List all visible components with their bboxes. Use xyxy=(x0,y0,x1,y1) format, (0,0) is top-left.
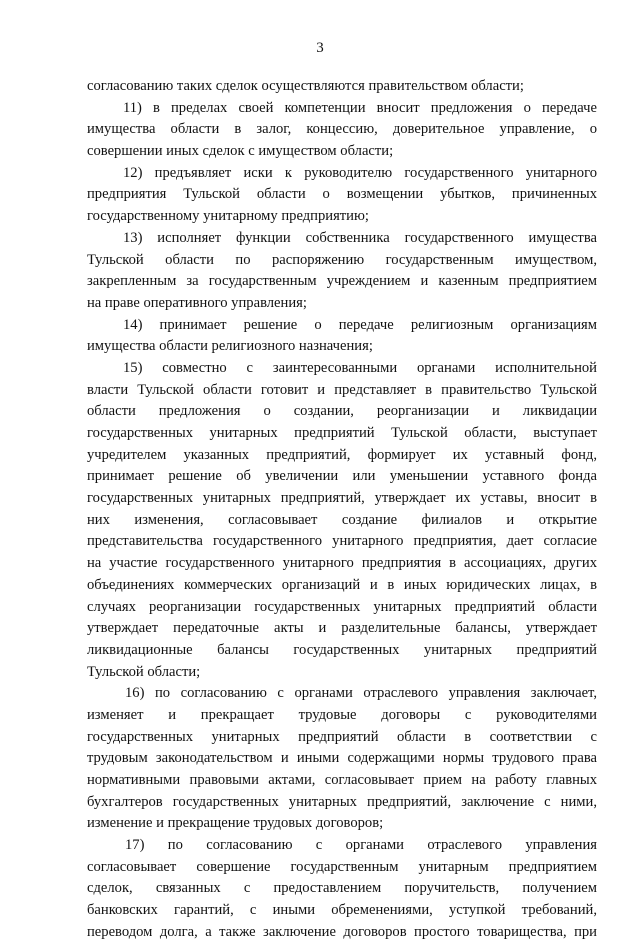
text-line: изменяет и прекращает трудовые договоры с руководителями xyxy=(87,706,597,723)
text-line: переводом долга, а также заключение договоров простого товарищества, при xyxy=(87,923,597,940)
paragraph-first-line: 12) предъявляет иски к руководителю государственного унитарного xyxy=(123,164,597,181)
text-line: них изменения, согласовывает создание филиалов и открытие xyxy=(87,511,597,528)
text-line: закрепленным за государственным учреждением и казенным предприятием xyxy=(87,273,597,290)
text-line: власти Тульской области готовит и представляет в правительство Тульской xyxy=(87,381,597,398)
text-line: имущества области в залог, концессию, доверительное управление, о xyxy=(87,121,597,138)
paragraph-first-line: 17) по согласованию с органами отраслевого управления xyxy=(125,837,597,854)
text-line: государственных унитарных предприятий Тульской области, выступает xyxy=(87,425,597,441)
paragraph-first-line: 14) принимает решение о передаче религиозным организациям xyxy=(123,316,597,333)
text-line: изменение и прекращение трудовых договоров; xyxy=(87,815,384,832)
text-line: сделок, связанных с предоставлением поручительств, получением xyxy=(87,880,597,897)
text-line: представительства государственного унитарного предприятия, дает согласие xyxy=(87,533,597,550)
text-line: государственных унитарных предприятий области в соответствии с xyxy=(87,728,597,745)
text-line: имущества области религиозного назначения; xyxy=(87,338,373,355)
text-line: бухгалтеров государственных унитарных предприятий, заключение с ними, xyxy=(87,793,597,810)
text-line: объединениях коммерческих организаций и в иных юридических лицах, в xyxy=(87,576,597,593)
text-line: банковских гарантий, с иными обременениями, уступкой требований, xyxy=(87,902,597,919)
paragraph-first-line: 16) по согласованию с органами отраслевого управления заключает, xyxy=(125,685,597,702)
text-line: на участие государственного унитарного предприятия в ассоциациях, других xyxy=(87,555,597,572)
text-line: трудовым законодательством и иными содержащими нормы трудового права xyxy=(87,750,597,767)
text-line: ликвидационные балансы государственных унитарных предприятий xyxy=(87,641,597,658)
text-line: нормативными правовыми актами, согласовывает прием на работу главных xyxy=(87,772,597,788)
text-line: государственных унитарных предприятий, утверждает их уставы, вносит в xyxy=(87,490,597,507)
text-line: Тульской области по распоряжению государственным имуществом, xyxy=(87,251,597,268)
text-line: учредителем указанных предприятий, формирует их уставный фонд, xyxy=(87,446,597,463)
text-line: предприятия Тульской области о возмещении убытков, причиненных xyxy=(87,186,597,203)
paragraph-first-line: 13) исполняет функции собственника государственного имущества xyxy=(123,229,597,246)
text-line: области предложения о создании, реорганизации и ликвидации xyxy=(87,403,597,420)
page-number: 3 xyxy=(316,40,324,56)
text-line: согласовывает совершение государственным унитарным предприятием xyxy=(87,858,597,875)
text-line: совершении иных сделок с имуществом области; xyxy=(87,143,394,160)
text-line: случаях реорганизации государственных унитарных предприятий области xyxy=(87,598,597,615)
paragraph-first-line: 11) в пределах своей компетенции вносит предложения о передаче xyxy=(123,99,597,116)
text-line: согласованию таких сделок осуществляются правительством области; xyxy=(87,78,524,94)
text-line: государственному унитарному предприятию; xyxy=(87,208,369,225)
text-line: принимает решение об увеличении или уменьшении уставного фонда xyxy=(87,468,597,485)
paragraph-first-line: 15) совместно с заинтересованными органами исполнительной xyxy=(123,359,597,376)
text-line: Тульской области; xyxy=(87,663,201,680)
text-line: утверждает передаточные акты и разделительные балансы, утверждает xyxy=(87,620,597,637)
document-body xyxy=(0,76,640,944)
text-line: на праве оперативного управления; xyxy=(87,294,307,311)
